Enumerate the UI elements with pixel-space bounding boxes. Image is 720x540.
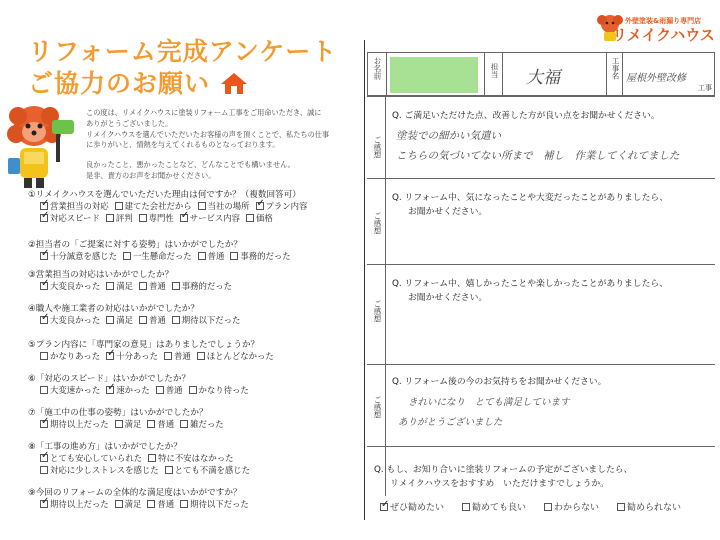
option-label: 当社の場所	[207, 201, 250, 211]
option[interactable]	[115, 498, 142, 510]
option[interactable]	[139, 212, 174, 224]
option-label: 普通	[165, 385, 183, 395]
option-label: 普通	[149, 281, 166, 291]
work-suffix: 工事	[698, 84, 712, 92]
page-subtitle	[28, 64, 248, 100]
option-label: 評判	[115, 213, 133, 223]
subtitle-text: ご協力のお願い	[28, 69, 211, 98]
checkbox[interactable]	[139, 282, 147, 290]
checked-checkbox[interactable]	[40, 420, 48, 428]
question-6: ⑥「対応のスピード」はいかがでしたか？	[28, 374, 191, 384]
question-3-sub: お聞かせください。	[408, 293, 488, 303]
option[interactable]	[40, 280, 100, 292]
option-label: 満足	[116, 315, 133, 325]
option[interactable]	[172, 314, 241, 326]
intro-text	[86, 108, 356, 182]
option-label: 価格	[256, 213, 273, 223]
answer-1-line1: 塗装での細かい気遣い	[396, 130, 501, 142]
intro-line: リメイクハウスを選んでいただいたお客様の声を頂くことで、私たちの仕事	[86, 129, 330, 139]
intro-line: 是非、貴方のお声をお聞かせください。	[86, 170, 216, 180]
option[interactable]	[40, 498, 109, 510]
option[interactable]	[40, 212, 100, 224]
option-row	[40, 280, 238, 292]
question-1: ①リメイクハウスを選んでいただいた理由は何ですか？（複数回答可）	[28, 190, 301, 200]
checkbox[interactable]	[544, 503, 552, 511]
option[interactable]	[189, 384, 249, 396]
option-row	[40, 314, 246, 326]
option[interactable]	[148, 452, 233, 464]
checked-checkbox[interactable]	[40, 454, 48, 462]
checked-checkbox[interactable]	[106, 386, 114, 394]
option-label: 事務的だった	[240, 251, 291, 261]
brand-name: リメイクハウス	[612, 26, 715, 44]
name-label: お名前	[373, 57, 382, 80]
checkbox[interactable]	[147, 500, 155, 508]
checkbox[interactable]	[165, 466, 173, 474]
option[interactable]	[197, 350, 274, 362]
checkbox[interactable]	[197, 352, 205, 360]
option[interactable]	[156, 384, 183, 396]
checked-checkbox[interactable]	[256, 202, 264, 210]
option-label: 特に不安はなかった	[158, 453, 234, 463]
checkbox[interactable]	[139, 316, 147, 324]
option-label: 期待以上だった	[50, 419, 109, 429]
checkbox[interactable]	[106, 214, 114, 222]
option[interactable]	[256, 200, 308, 212]
work-label: 工事名	[611, 57, 620, 80]
checkbox[interactable]	[148, 454, 156, 462]
checkbox[interactable]	[106, 282, 114, 290]
option-label: 一生懸命だった	[133, 251, 192, 261]
option-label: 対応スピード	[50, 213, 100, 223]
recommend-option[interactable]	[544, 500, 599, 513]
option[interactable]	[147, 418, 174, 430]
option-label: 十分あった	[116, 351, 158, 361]
checkbox[interactable]	[106, 316, 114, 324]
checkbox[interactable]	[189, 386, 197, 394]
option[interactable]	[139, 280, 166, 292]
question-9: ⑨今回のリフォームの全体的な満足度はいかがですか？	[28, 488, 242, 498]
mascot-dog-icon	[4, 98, 78, 190]
section-divider	[367, 178, 715, 179]
option-label: 期待以下だった	[181, 315, 241, 325]
customer-info-table	[367, 52, 715, 96]
option-label: 普通	[157, 499, 175, 509]
option-label: 専門性	[148, 213, 174, 223]
option-label: 満足	[124, 499, 142, 509]
option-label: 勧められない	[627, 503, 682, 513]
option-label: 速かった	[116, 385, 150, 395]
option[interactable]	[246, 212, 273, 224]
option-label: 満足	[124, 419, 142, 429]
option-label: わからない	[554, 503, 600, 513]
option-label: とても不満を感じた	[174, 465, 250, 475]
question-8: ⑧「工事の進め方」はいかがでしたか？	[28, 442, 182, 452]
intro-line: 良かったこと、悪かったことなど、どんなことでも構いません。	[86, 160, 295, 170]
side-label-divider	[385, 96, 386, 496]
intro-line: この度は、リメイクハウスに塗装リフォーム工事をご用命いただき、誠に	[86, 108, 322, 117]
checkbox[interactable]	[123, 252, 131, 260]
recommend-option[interactable]	[380, 500, 444, 513]
column-divider	[364, 40, 365, 520]
checkbox[interactable]	[246, 214, 254, 222]
section-side-label: ご感想	[373, 300, 382, 323]
option[interactable]	[123, 250, 192, 262]
brand-tagline: 外壁塗装&雨漏り専門店	[625, 17, 702, 25]
question-4: ④職人や施工業者の対応はいかがでしたか？	[28, 304, 199, 314]
question-3: ③営業担当の対応はいかがでしたか？	[28, 270, 174, 280]
option[interactable]	[106, 350, 158, 362]
house-icon	[220, 71, 248, 95]
question-7: ⑦「施工中の仕事の姿勢」はいかがでしたか？	[28, 408, 208, 418]
checkbox[interactable]	[172, 316, 180, 324]
checkbox[interactable]	[164, 352, 172, 360]
option-label: 普通	[207, 251, 225, 261]
option-label: 勧めても良い	[472, 503, 527, 513]
option-label: 満足	[116, 281, 133, 291]
staff-value: 大福	[526, 68, 560, 88]
checkbox[interactable]	[40, 386, 48, 394]
section-side-label: ご感想	[373, 212, 382, 235]
customer-name-redacted	[390, 57, 478, 93]
intro-line: に歩りがいと、情熱を与えてくれるものとなっております。	[86, 140, 280, 150]
checkbox[interactable]	[172, 282, 180, 290]
option[interactable]	[40, 250, 117, 262]
option-label: サービス内容	[189, 213, 241, 223]
checkbox[interactable]	[617, 503, 625, 511]
checked-checkbox[interactable]	[180, 214, 188, 222]
question-1: Q. ご満足いただけた点、改善した方が良い点をお聞かせください。	[392, 111, 660, 121]
option-row	[40, 498, 255, 510]
option[interactable]	[180, 498, 249, 510]
option-row	[40, 452, 240, 464]
checkbox[interactable]	[139, 214, 147, 222]
checked-checkbox[interactable]	[380, 503, 388, 511]
checkbox[interactable]	[115, 420, 123, 428]
checked-checkbox[interactable]	[106, 352, 114, 360]
option[interactable]	[180, 212, 240, 224]
checkbox[interactable]	[462, 503, 470, 511]
option[interactable]	[40, 418, 109, 430]
option-row	[40, 418, 230, 430]
option-label: プラン内容	[265, 201, 308, 211]
option-label: 営業担当の対応	[50, 201, 109, 211]
option[interactable]	[106, 384, 150, 396]
option-row	[40, 200, 313, 212]
option-label: 大変良かった	[50, 315, 101, 325]
recommend-options	[380, 500, 699, 513]
option[interactable]	[180, 418, 224, 430]
option-label: 大変良かった	[50, 281, 101, 291]
checked-checkbox[interactable]	[40, 282, 48, 290]
option[interactable]	[40, 464, 159, 476]
checkbox[interactable]	[147, 420, 155, 428]
question-2: Q. リフォーム中、気になったことや大変だったことがありましたら、	[392, 193, 668, 203]
checkbox[interactable]	[180, 500, 188, 508]
option[interactable]	[106, 314, 133, 326]
option[interactable]	[164, 350, 191, 362]
option[interactable]	[40, 200, 109, 212]
option-label: ほとんどなかった	[206, 351, 274, 361]
option-row	[40, 384, 255, 396]
option-label: 建てた会社だから	[124, 201, 192, 211]
question-5: Q. もし、お知り合いに塗装リフォームの予定がございましたら、	[374, 465, 633, 475]
option-label: 雑だった	[190, 419, 224, 429]
option-label: とても安心していられた	[50, 453, 143, 463]
option-row	[40, 464, 256, 476]
recommend-option[interactable]	[462, 500, 526, 513]
option[interactable]	[106, 212, 133, 224]
checked-checkbox[interactable]	[40, 214, 48, 222]
option[interactable]	[40, 452, 142, 464]
checkbox[interactable]	[230, 252, 238, 260]
checked-checkbox[interactable]	[40, 316, 48, 324]
option-label: 大変速かった	[50, 385, 101, 395]
checkbox[interactable]	[115, 202, 123, 210]
question-2: ②担当者の「ご提案に対する姿勢」はいかがでしたか？	[28, 240, 242, 250]
checkbox[interactable]	[180, 420, 188, 428]
option-label: かなり待った	[198, 385, 249, 395]
option-label: 対応に少しストレスを感じた	[50, 465, 159, 475]
option[interactable]	[147, 498, 174, 510]
checked-checkbox[interactable]	[40, 500, 48, 508]
option-label: 普通	[149, 315, 166, 325]
option[interactable]	[139, 314, 166, 326]
checkbox[interactable]	[40, 352, 48, 360]
question-2-sub: お聞かせください。	[408, 207, 488, 217]
question-5: ⑤プラン内容に「専門家の意見」はありましたでしょうか？	[28, 340, 260, 350]
section-divider	[367, 446, 715, 447]
option[interactable]	[165, 464, 250, 476]
answer-4-line1: きれいになり とても満足しています	[408, 397, 570, 408]
checkbox[interactable]	[198, 252, 206, 260]
section-divider	[367, 364, 715, 365]
checkbox[interactable]	[198, 202, 206, 210]
section-side-label: ご感想	[373, 396, 382, 419]
answer-4-line2: ありがとうございました	[398, 417, 503, 428]
section-side-label: ご感想	[373, 136, 382, 159]
question-5-sub: リメイクハウスをおすすめ いただけますでしょうか。	[390, 479, 609, 489]
section-divider	[367, 264, 715, 265]
checked-checkbox[interactable]	[40, 202, 48, 210]
option-row	[40, 250, 297, 262]
option[interactable]	[115, 418, 142, 430]
option[interactable]	[198, 200, 250, 212]
option-label: ぜひ勧めたい	[390, 503, 445, 513]
checked-checkbox[interactable]	[40, 252, 48, 260]
option-row	[40, 212, 279, 224]
option-label: 期待以下だった	[190, 499, 249, 509]
checkbox[interactable]	[115, 500, 123, 508]
intro-line: ありがとうございました。	[86, 118, 173, 128]
option-label: 期待以上だった	[50, 499, 109, 509]
option[interactable]	[40, 350, 100, 362]
option[interactable]	[40, 384, 100, 396]
staff-label: 担当	[490, 63, 499, 78]
option-label: 普通	[157, 419, 175, 429]
option[interactable]	[230, 250, 290, 262]
checkbox[interactable]	[40, 466, 48, 474]
work-value: 屋根外壁改修	[626, 73, 686, 84]
option[interactable]	[106, 280, 133, 292]
option[interactable]	[172, 280, 232, 292]
section-divider	[367, 96, 715, 97]
option-row	[40, 350, 280, 362]
option[interactable]	[198, 250, 225, 262]
checkbox[interactable]	[156, 386, 164, 394]
answer-1-line2: こちらの気づいてない所まで 補し 作業してくれてました	[396, 150, 680, 162]
question-3: Q. リフォーム中、嬉しかったことや楽しかったことがありましたら、	[392, 279, 668, 289]
option-label: 事務的だった	[181, 281, 232, 291]
page-title: リフォーム完成アンケート	[28, 37, 338, 66]
recommend-option[interactable]	[617, 500, 681, 513]
option-label: 普通	[173, 351, 191, 361]
option[interactable]	[40, 314, 100, 326]
option-label: かなりあった	[50, 351, 101, 361]
question-4: Q. リフォーム後の今のお気持ちをお聞かせください。	[392, 377, 607, 387]
option-label: 十分誠意を感じた	[50, 251, 117, 261]
